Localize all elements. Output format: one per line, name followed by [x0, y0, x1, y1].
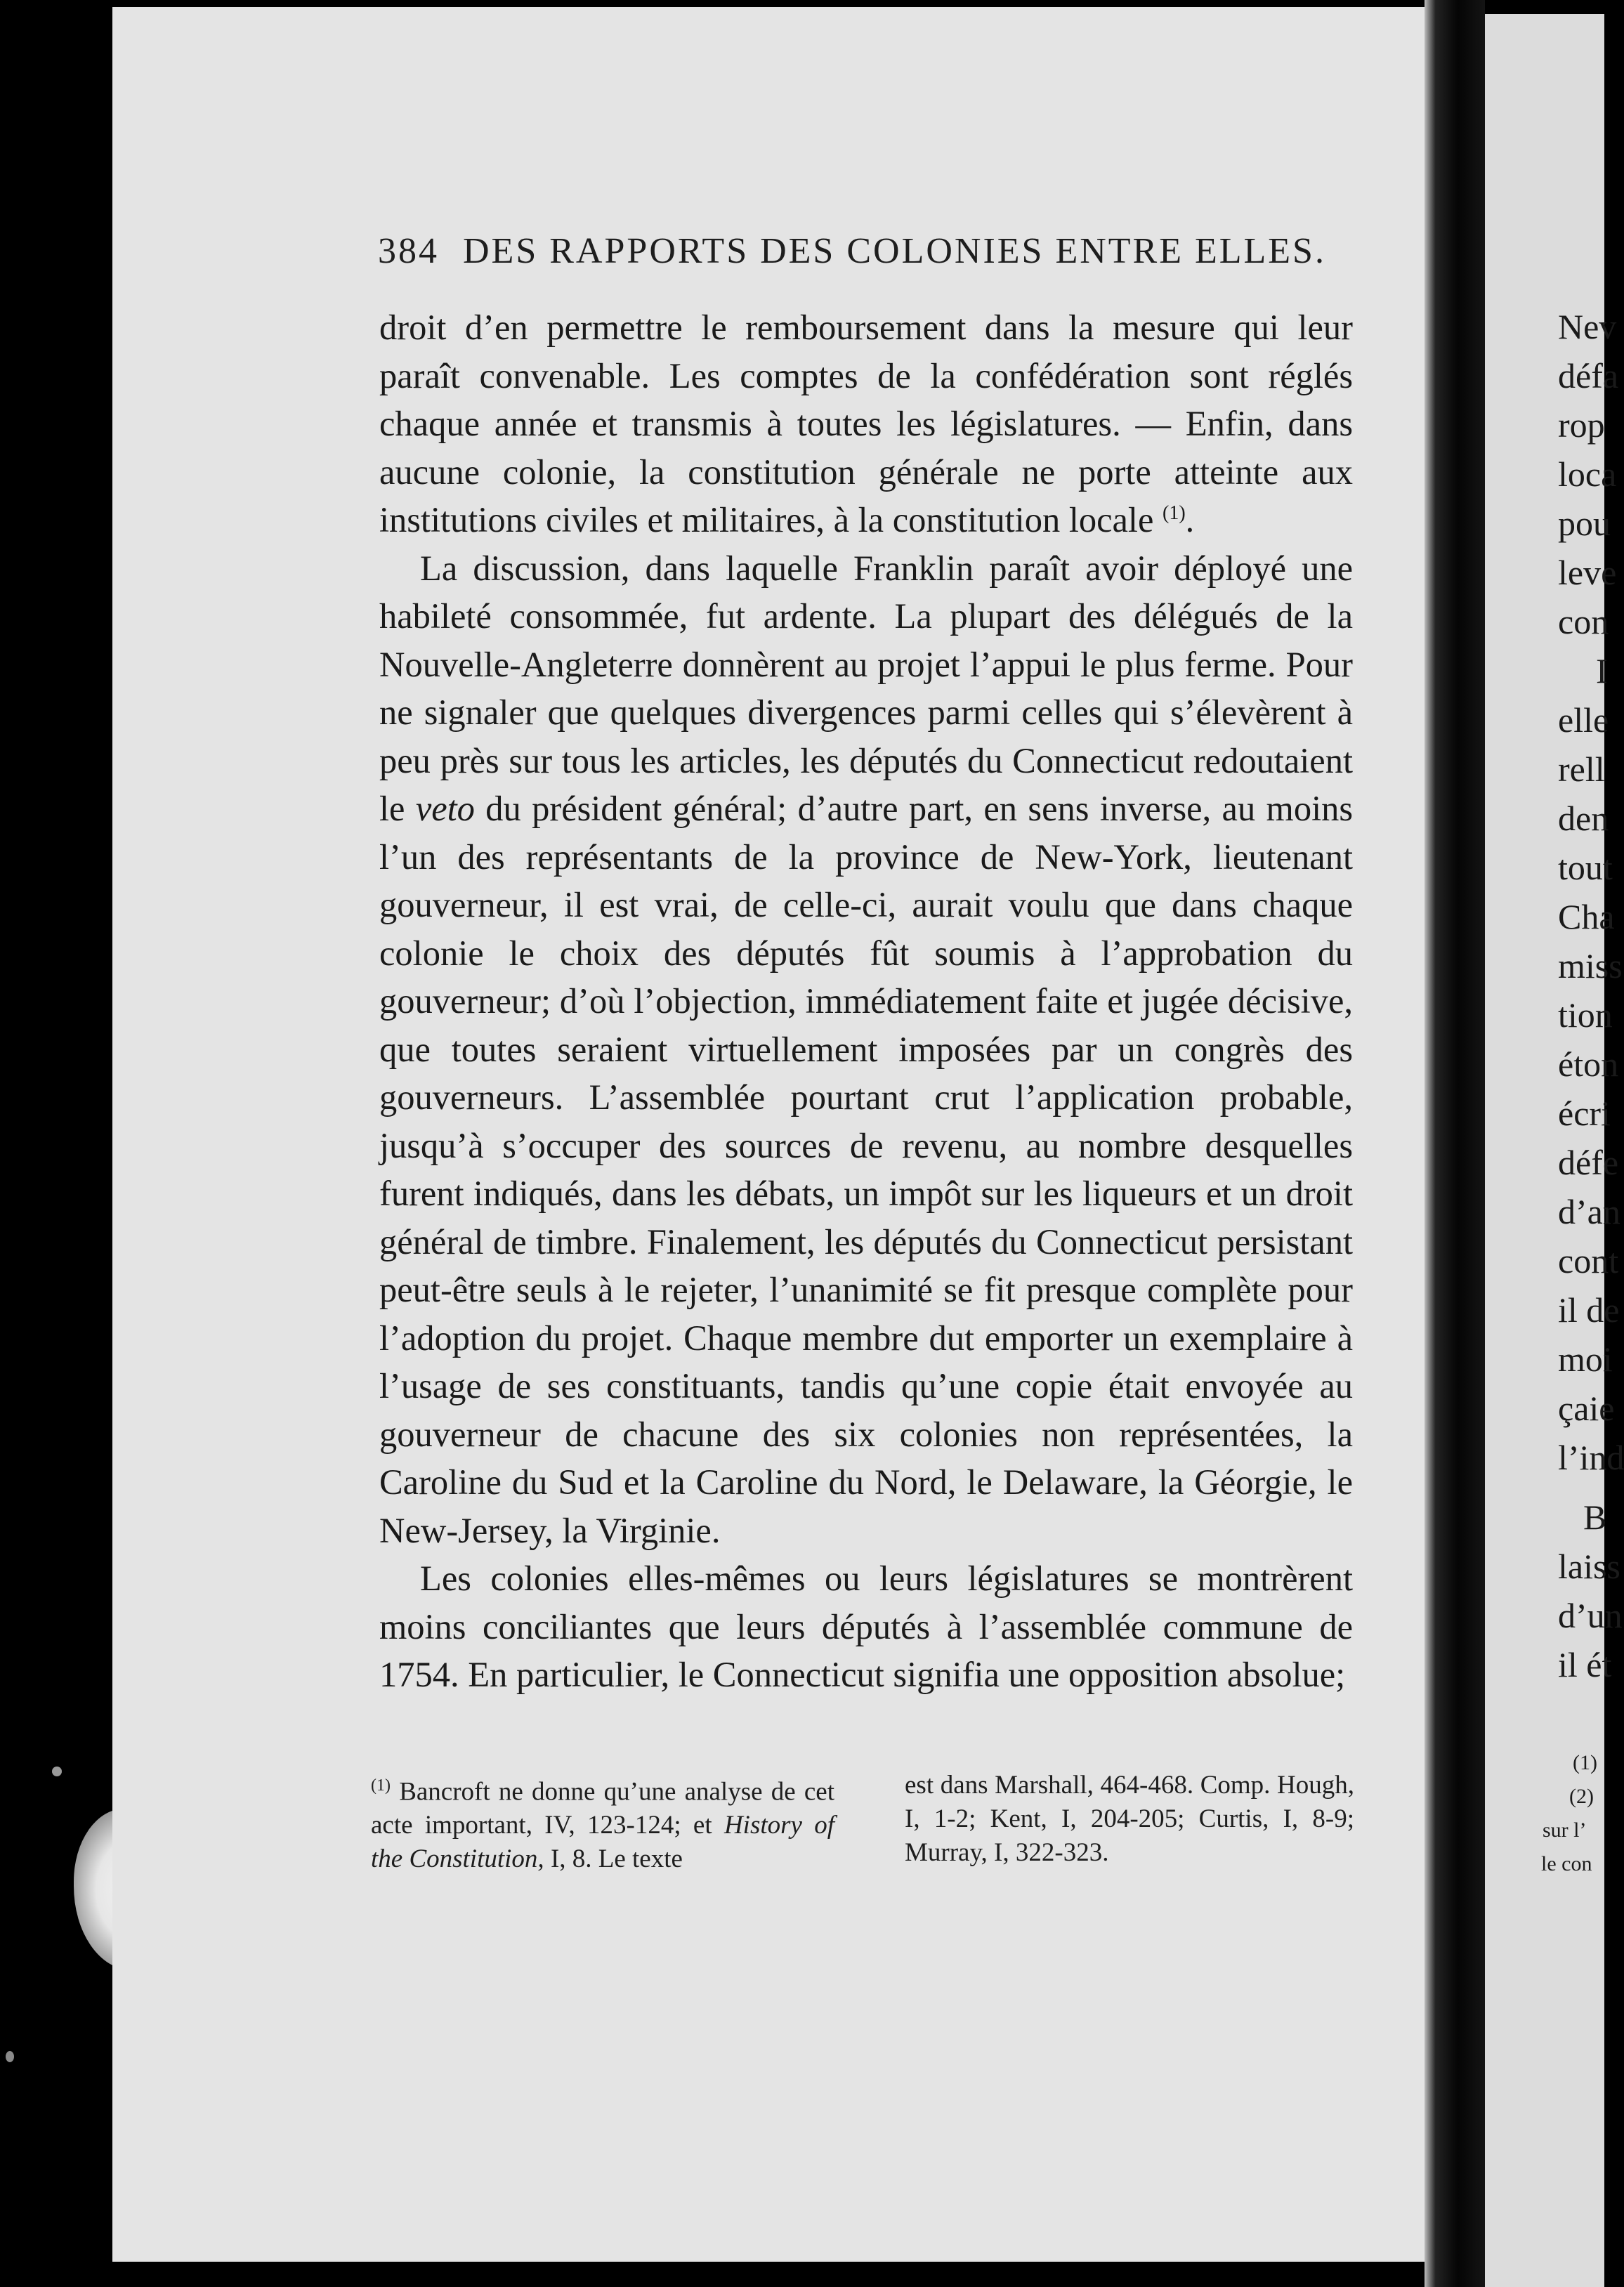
footnote-reference: (1) [1163, 502, 1186, 524]
veto-italic: veto [415, 789, 475, 828]
page-number: 384 [378, 231, 439, 271]
paragraph-3: Les colonies elles-mêmes ou leurs législatures se montrèrent moins conciliantes que leurs députés à l’assemblée commune de 1754. En particulier, le Connecticut signifia une opposition absolue; [379, 1559, 1353, 1694]
fragment-line: tion [1558, 995, 1613, 1035]
fragment-line: rop [1558, 405, 1605, 445]
footnote-text-b: I, 8. Le texte [550, 1844, 683, 1874]
fragment-line: d’un [1558, 1596, 1623, 1635]
fragment-line: con [1558, 602, 1609, 641]
fragment-line: moi [1558, 1339, 1613, 1379]
paragraph-2-text-a: La discussion, dans laquelle Franklin paraît avoir déployé une habileté consommée, fut ardente. La plupart des délégués de la Nouvelle-Angleterre donnèrent au projet l’appui le plus ferme. Pour ne signaler que quelques divergences parmi celles qui s’élevèrent à peu près sur tous les articles, les députés du Connecticut redoutaient le [379, 548, 1353, 828]
running-header [378, 230, 1326, 272]
fragment-line: (2) [1569, 1785, 1594, 1808]
page-gutter [1425, 0, 1485, 2287]
main-text [379, 303, 1353, 1699]
fragment-line: leve [1558, 553, 1617, 592]
fragment-line: rell [1558, 749, 1605, 789]
fragment-line: Nev [1558, 307, 1617, 346]
fragment-line: le con [1541, 1852, 1592, 1875]
fragment-line: éton [1558, 1044, 1619, 1084]
fragment-line: laiss [1558, 1547, 1620, 1586]
fragment-line: den [1558, 799, 1609, 838]
fragment-line: (1) [1573, 1751, 1597, 1774]
fragment-line: miss [1558, 946, 1623, 985]
footnote-column-1 [371, 1769, 834, 1876]
fragment-line: défe [1558, 1143, 1619, 1182]
paragraph-2 [379, 544, 1353, 1555]
fragment-line: pou [1558, 504, 1611, 543]
fragment-line: il de [1558, 1290, 1620, 1330]
dust-speck [52, 1767, 62, 1776]
running-title: DES RAPPORTS DES COLONIES ENTRE ELLES. [463, 231, 1326, 271]
fragment-line: B [1583, 1498, 1607, 1537]
fragment-line: d’an [1558, 1192, 1620, 1231]
fragment-line: écri [1558, 1094, 1611, 1133]
paragraph-2-text-b: du président général; d’autre part, en sens inverse, au moins l’un des représentants de la province de New-York, lieutenant gouverneur, il est vrai, de celle-ci, aurait voulu que dans chaque colonie le choix des députés fût soumis à l’approbation du gouverneur; d’où l’objection, immédiatement faite et jugée décisive, que toutes seraient virtuellement imposées par un congrès des gouverneurs. L’assemblée pourtant crut l’application probable, jusqu’à s’occuper des sources de revenu, au nombre desquelles furent indiqués, dans les débats, un impôt sur les liqueurs et un droit général de timbre. Finalement, les députés du Connecticut persistant peut-être seuls à le rejeter, l’unanimité se fit presque complète pour l’adoption du projet. Chaque membre dut emporter un exemplaire à l’usage de ses constituants, tandis qu’une copie était envoyée au gouverneur de chacune des six colonies non représentées, la Caroline du Sud et la Caroline du Nord, le Delaware, la Géorgie, le New-Jersey, la Virginie. [379, 789, 1354, 1550]
dust-speck [6, 2051, 14, 2062]
footnotes [371, 1769, 1354, 1876]
adjacent-page-fragment [1485, 14, 1624, 2287]
footnote-mark: (1) [371, 1776, 391, 1795]
fragment-line: sur l’ [1543, 1819, 1587, 1842]
fragment-line: elle [1558, 700, 1609, 740]
fragment-line: çaie [1558, 1389, 1615, 1428]
fragment-line: cont [1558, 1241, 1619, 1280]
fragment-line: il ét [1558, 1645, 1612, 1684]
fragment-line: tout [1558, 848, 1613, 887]
fragment-line: Cha [1558, 897, 1615, 936]
fragment-line: défa [1558, 356, 1619, 395]
fragment-line: I [1596, 651, 1608, 690]
paragraph-1-end: . [1185, 500, 1195, 539]
fragment-line: loca [1558, 454, 1617, 494]
paragraph-1-text: droit d’en permettre le remboursement dans la mesure qui leur paraît convenable. Les comptes de la confédération sont réglés chaque année et transmis à toutes les législatures. — Enfin, dans aucune colonie, la constitution générale ne porte atteinte aux institutions civiles et militaires, à la constitution locale [379, 308, 1353, 539]
footnote-text-a: Bancroft ne donne qu’une analyse de cet acte important, IV, 123-124; et [371, 1777, 835, 1840]
fragment-line: l’ind [1558, 1438, 1624, 1477]
paragraph-1 [379, 303, 1353, 544]
footnote-column-2: est dans Marshall, 464-468. Comp. Hough, I, 1-2; Kent, I, 204-205; Curtis, I, 8-9; Murray, I, 322-323. [905, 1771, 1354, 1867]
footnote-italic-title: History of the Constitution, [371, 1811, 835, 1874]
